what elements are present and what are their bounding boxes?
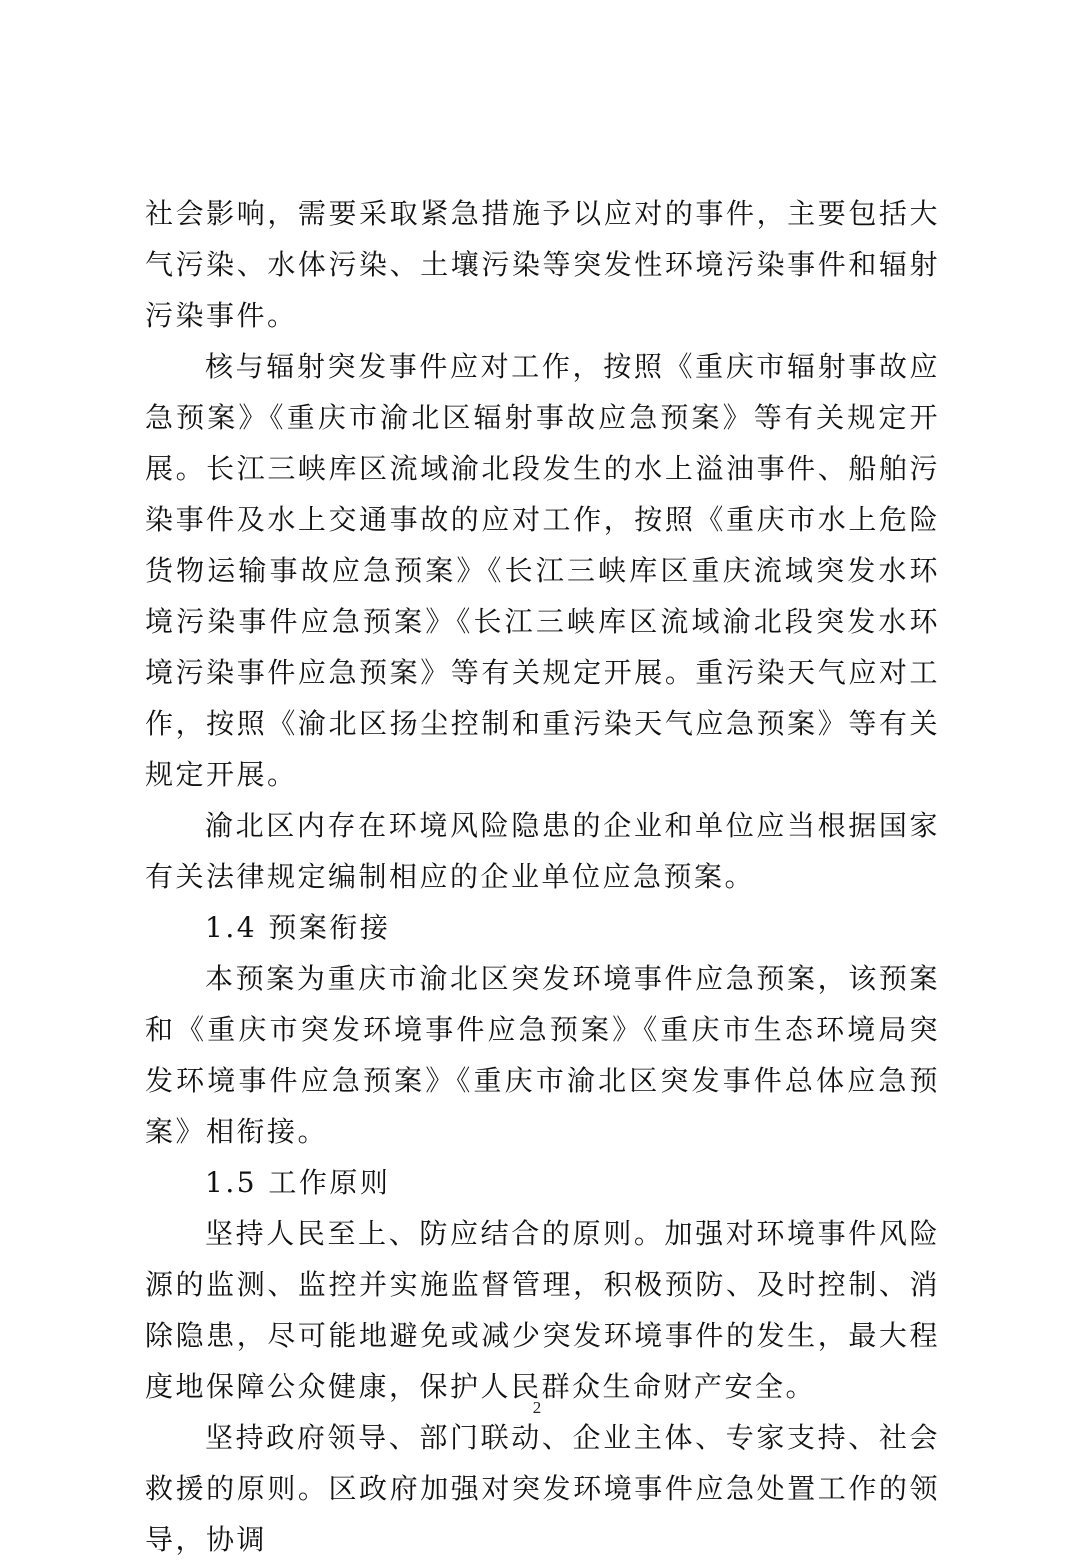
paragraph-continuation: 社会影响，需要采取紧急措施予以应对的事件，主要包括大气污染、水体污染、土壤污染等突发性环境污染事件和辐射污染事件。	[145, 197, 940, 332]
paragraph-radiation-response: 核与辐射突发事件应对工作，按照《重庆市辐射事故应急预案》《重庆市渝北区辐射事故应急预案》等有关规定开展。长江三峡库区流域渝北段发生的水上溢油事件、船舶污染事件及水上交通事故的应对工作，按照《重庆市水上危险货物运输事故应急预案》《长江三峡库区重庆流域突发水环境污染事件应急预案》《长江三峡库区流域渝北段突发水环境污染事件应急预案》等有关规定开展。重污染天气应对工作，按照《渝北区扬尘控制和重污染天气应急预案》等有关规定开展。	[145, 350, 940, 791]
section-heading-1-4: 1.4 预案衔接	[205, 911, 391, 944]
paragraph-government-leadership-principle: 坚持政府领导、部门联动、企业主体、专家支持、社会救援的原则。区政府加强对突发环境事件应急处置工作的领导，协调	[145, 1421, 940, 1556]
paragraph-plan-linkage: 本预案为重庆市渝北区突发环境事件应急预案，该预案和《重庆市突发环境事件应急预案》《重庆市生态环境局突发环境事件应急预案》《重庆市渝北区突发事件总体应急预案》相衔接。	[145, 962, 940, 1148]
page-number: 2	[532, 1398, 542, 1417]
paragraph-people-first-principle: 坚持人民至上、防应结合的原则。加强对环境事件风险源的监测、监控并实施监督管理，积极预防、及时控制、消除隐患，尽可能地避免或减少突发环境事件的发生，最大程度地保障公众健康，保护人民群众生命财产安全。	[145, 1217, 940, 1403]
paragraph-enterprise-plans: 渝北区内存在环境风险隐患的企业和单位应当根据国家有关法律规定编制相应的企业单位应急预案。	[145, 809, 940, 893]
section-heading-1-5: 1.5 工作原则	[205, 1166, 391, 1199]
body-text	[145, 188, 940, 1565]
